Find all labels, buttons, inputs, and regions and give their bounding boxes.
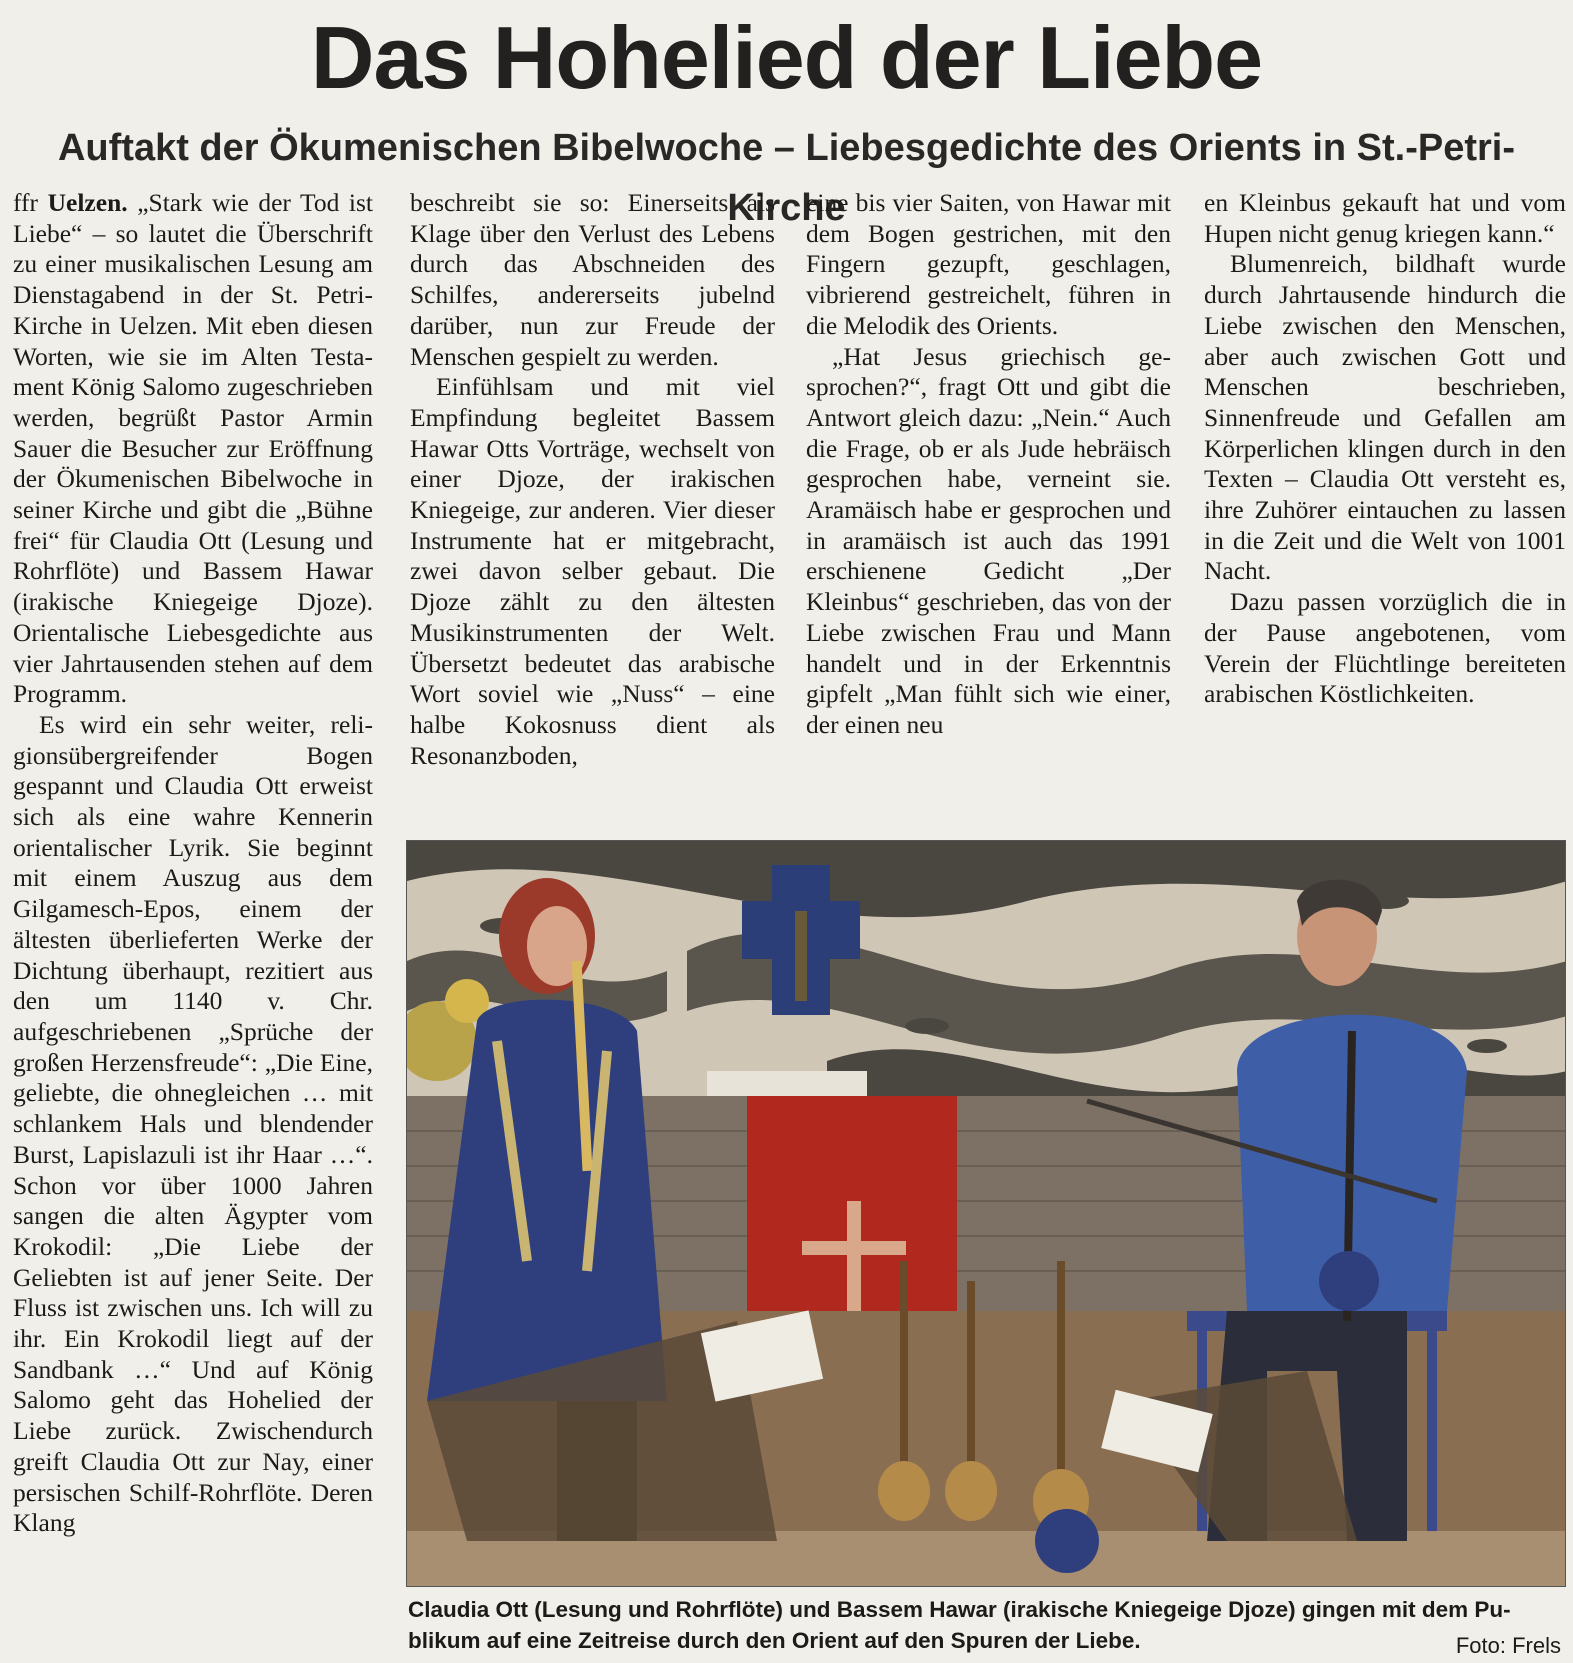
- paragraph: Es wird ein sehr weiter, religionsübergreifender Bogen gespannt und Claudia Ott erweist sich als eine wahre Kennerin orientalischer Lyrik. Sie beginnt mit einem Auszug aus dem Gilgamesch-Epos, einem der ältesten überlieferten Werke der Dichtung überhaupt, rezitiert aus den um 1140 v. Chr. aufgeschriebenen „Sprüche der großen Herzensfreude“: „Die Eine, geliebte, die ohnegleichen … mit schlankem Hals und blendender Burst, Lapislazuli ist ihr Haar …“. Schon vor über 1000 Jahren sangen die alten Ägypter vom Krokodil: „Die Liebe der Geliebten ist auf jener Seite. Der Fluss ist zwischen uns. Ich will zu ihr. Ein Krokodil liegt auf der Sandbank …“ Und auf König Salomo geht das Hohelied der Liebe zurück. Zwischendurch greift Claudia Ott zur Nay, einer persischen Schilf-Rohrflöte. Deren Klang: [13, 709, 373, 1538]
- paragraph: en Kleinbus gekauft hat und vom Hupen nicht genug kriegen kann.“: [1204, 188, 1566, 248]
- paragraph: beschreibt sie so: Einerseits als Klage über den Verlust des Lebens durch das Abschneiden des Schilfes, andererseits jubelnd darüber, nun zur Freude der Menschen gespielt zu werden.: [410, 188, 775, 371]
- headline: Das Hohelied der Liebe: [310, 8, 1263, 107]
- subheadline: Auftakt der Ökumenischen Bibelwoche – Liebesgedichte des Orients in St.-Petri-Kirche: [57, 127, 1515, 229]
- dateline-location: Uelzen.: [47, 188, 128, 217]
- paragraph: „Hat Jesus griechisch gesprochen?“, fragt Ott und gibt die Antwort gleich dazu: „Nein.“ Auch die Frage, ob er als Jude hebräisch gesprochen habe, verneint sie. Aramäisch habe er gesprochen und in aramäisch ist auch das 1991 erschienene Gedicht „Der Kleinbus“ geschrieben, das von der Liebe zwischen Frau und Mann handelt und in der Erkenntnis gipfelt „Man fühlt sich wie einer, der einen neu: [806, 341, 1171, 739]
- lead-paragraph: [13, 188, 373, 710]
- article-column-4: [1204, 188, 1566, 793]
- photo-caption: Claudia Ott (Lesung und Rohrflöte) und Bassem Hawar (irakische Kniegeige Djoze) gingen mit dem Publikum auf eine Zeitreise durch den Orient auf den Spuren der Liebe.: [408, 1597, 1511, 1653]
- photo-credit: Foto: Frels: [1455, 1633, 1561, 1658]
- article-column-3: [806, 188, 1171, 793]
- photo-illustration: [407, 841, 1566, 1587]
- paragraph: Dazu passen vorzüglich die in der Pause angebotenen, vom Verein der Flüchtlinge bereiteten arabischen Köstlichkeiten.: [1204, 587, 1566, 709]
- byline: ffr: [13, 188, 39, 217]
- paragraph: eine bis vier Saiten, von Hawar mit dem Bogen gestrichen, mit den Fingern gezupft, geschlagen, vibrierend gestreichelt, führen in die Melodik des Orients.: [806, 188, 1171, 340]
- article-column-1: [13, 188, 373, 1663]
- concert-photo: [406, 840, 1566, 1587]
- altar-top: [707, 1071, 867, 1096]
- paragraph: Einfühlsam und mit viel Empfindung begleitet Bassem Hawar Otts Vorträge, wechselt von einer Djoze, der irakischen Kniegeige, zur anderen. Vier dieser Instrumente hat er mitgebracht, zwei davon selber gebaut. Die Djoze zählt zu den ältesten Musikinstrumenten der Welt. Übersetzt bedeutet das arabische Wort soviel wie „Nuss“ – eine halbe Kokosnuss dient als Resonanzboden,: [410, 372, 775, 770]
- article-column-2: [410, 188, 775, 793]
- coconut-drum: [1035, 1509, 1099, 1573]
- paragraph: Blumenreich, bildhaft wurde durch Jahrtausende hindurch die Liebe zwischen den Menschen, aber auch zwischen Gott und Menschen beschrieben, Sinnenfreude und Gefallen am Körperlichen klingen durch in den Texten – Claudia Ott versteht es, ihre Zuhörer eintauchen zu lassen in die Zeit und die Welt von 1001 Nacht.: [1204, 249, 1566, 586]
- chair-leg: [1427, 1331, 1437, 1531]
- paragraph-text: „Stark wie der Tod ist Liebe“ – so lautet die Überschrift zu einer musikalischen Lesung am Dienstagabend in der St. Petri-Kirche in Uelzen. Mit eben diesen Worten, wie sie im Alten Testament König Salomo zugeschrieben werden, begrüßt Pastor Armin Sauer die Besucher zur Eröffnung der Ökumenischen Bibelwoche in seiner Kirche und gibt die „Bühne frei“ für Claudia Ott (Lesung und Rohrflöte) und Bassem Hawar (irakische Kniegeige Djoze). Orientalische Liebesgedichte aus vier Jahrtausenden stehen auf dem Programm.: [13, 188, 374, 709]
